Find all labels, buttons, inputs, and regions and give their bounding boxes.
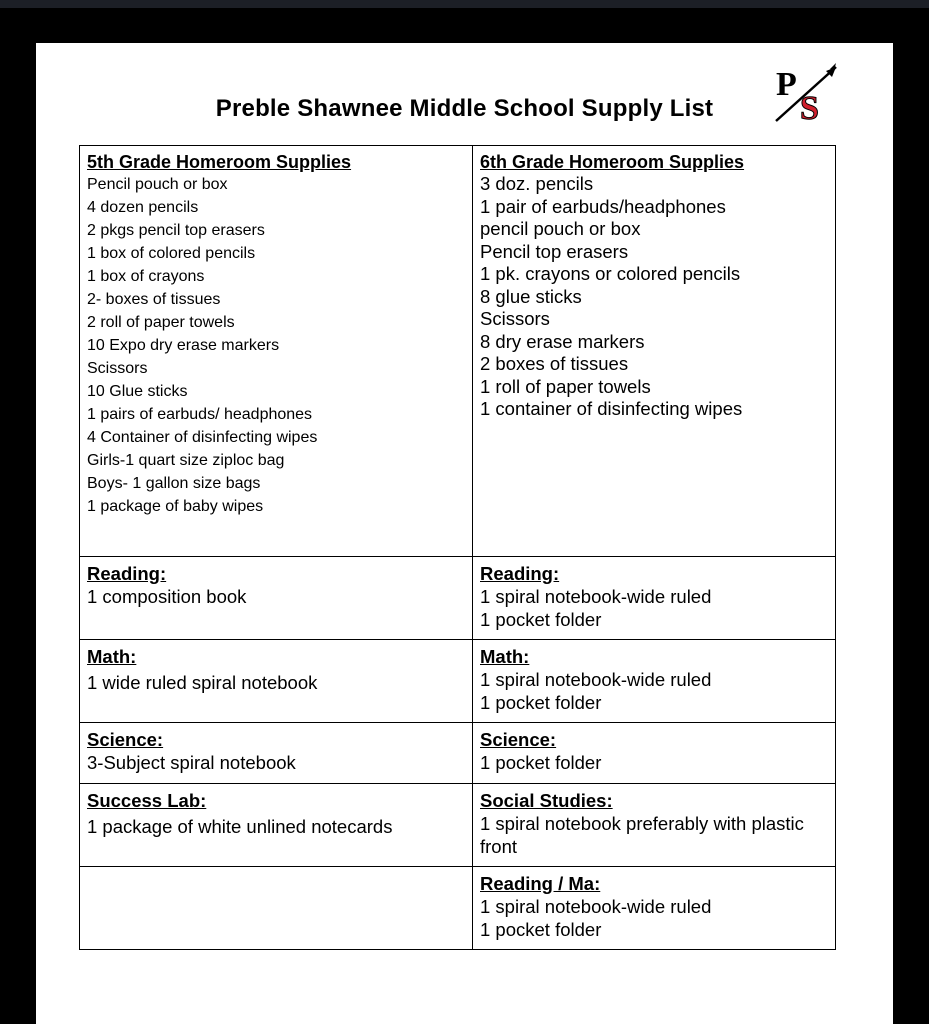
list-item: Girls-1 quart size ziploc bag bbox=[87, 452, 285, 469]
document-page bbox=[36, 43, 893, 1024]
list-item: 8 dry erase markers bbox=[480, 330, 645, 352]
grade6-reading-cell bbox=[473, 557, 836, 640]
list-item: Pencil top erasers bbox=[480, 240, 629, 262]
list-item: 1 package of baby wipes bbox=[87, 498, 264, 515]
grade5-homeroom-heading: 5th Grade Homeroom Supplies bbox=[87, 152, 352, 172]
table-row bbox=[80, 723, 836, 784]
list-item: pencil pouch or box bbox=[480, 218, 641, 239]
list-item: Scissors bbox=[480, 308, 550, 329]
table-row bbox=[80, 640, 836, 723]
grade5-math-cell bbox=[80, 640, 473, 723]
school-logo-icon bbox=[774, 61, 844, 123]
list-item: 4 Container of disinfecting wipes bbox=[87, 429, 318, 446]
grade6-homeroom-heading: 6th Grade Homeroom Supplies bbox=[480, 152, 745, 172]
list-item: 1 container of disinfecting wipes bbox=[480, 398, 743, 419]
list-item: 1 pocket folder bbox=[480, 919, 602, 940]
list-item: Pencil pouch or box bbox=[87, 176, 228, 193]
list-item: 1 spiral notebook-wide ruled bbox=[480, 586, 712, 607]
window-top-strip bbox=[0, 0, 929, 8]
list-item: 2 roll of paper towels bbox=[87, 314, 235, 331]
list-item: 1 pocket folder bbox=[480, 692, 602, 713]
grade6-reading-math-heading: Reading / Ma: bbox=[480, 873, 601, 894]
supply-table bbox=[79, 145, 836, 950]
grade5-science-heading: Science: bbox=[87, 729, 164, 750]
grade6-social-studies-cell bbox=[473, 784, 836, 867]
grade5-homeroom-cell bbox=[80, 146, 473, 557]
table-row bbox=[80, 784, 836, 867]
svg-text:P: P bbox=[776, 66, 797, 103]
svg-text:S: S bbox=[800, 90, 819, 123]
list-item: 1 pk. crayons or colored pencils bbox=[480, 263, 741, 284]
list-item: 1 box of colored pencils bbox=[87, 245, 256, 262]
table-row bbox=[80, 146, 836, 557]
table-row bbox=[80, 867, 836, 950]
grade6-reading-heading: Reading: bbox=[480, 563, 560, 584]
grade5-science-cell bbox=[80, 723, 473, 784]
grade6-math-heading: Math: bbox=[480, 646, 530, 667]
grade6-reading-math-cell bbox=[473, 867, 836, 950]
list-item: 1 spiral notebook-wide ruled bbox=[480, 896, 712, 917]
list-item: 1 roll of paper towels bbox=[480, 375, 651, 397]
list-item: 1 package of white unlined notecards bbox=[87, 816, 393, 837]
list-item: 10 Glue sticks bbox=[87, 383, 188, 400]
list-item: 1 box of crayons bbox=[87, 268, 205, 285]
grade6-social-studies-heading: Social Studies: bbox=[480, 790, 613, 811]
list-item: 1 spiral notebook preferably with plastic front bbox=[480, 813, 804, 857]
table-row bbox=[80, 557, 836, 640]
grade5-reading-heading: Reading: bbox=[87, 563, 167, 584]
list-item: 2 pkgs pencil top erasers bbox=[87, 222, 265, 239]
list-item: 3-Subject spiral notebook bbox=[87, 752, 296, 773]
list-item: 10 Expo dry erase markers bbox=[87, 337, 280, 354]
empty-cell bbox=[80, 867, 473, 950]
list-item: 1 composition book bbox=[87, 586, 247, 607]
list-item: 1 pocket folder bbox=[480, 609, 602, 630]
list-item: 4 dozen pencils bbox=[87, 199, 199, 216]
grade5-success-lab-cell bbox=[80, 784, 473, 867]
grade5-success-lab-heading: Success Lab: bbox=[87, 790, 207, 811]
list-item: 1 wide ruled spiral notebook bbox=[87, 672, 318, 693]
list-item: 3 doz. pencils bbox=[480, 173, 594, 194]
list-item: 2- boxes of tissues bbox=[87, 291, 221, 308]
list-item: 2 boxes of tissues bbox=[480, 353, 629, 374]
list-item: 1 pairs of earbuds/ headphones bbox=[87, 406, 313, 423]
list-item: 1 pocket folder bbox=[480, 752, 602, 773]
list-item: 1 pair of earbuds/headphones bbox=[480, 195, 726, 217]
grade6-homeroom-cell bbox=[473, 146, 836, 557]
grade5-math-heading: Math: bbox=[87, 646, 137, 667]
list-item: 8 glue sticks bbox=[480, 285, 582, 307]
grade6-science-cell bbox=[473, 723, 836, 784]
grade6-science-heading: Science: bbox=[480, 729, 557, 750]
list-item: 1 spiral notebook-wide ruled bbox=[480, 669, 712, 690]
list-item: Boys- 1 gallon size bags bbox=[87, 475, 261, 492]
list-item: Scissors bbox=[87, 360, 148, 377]
grade5-reading-cell bbox=[80, 557, 473, 640]
page-title: Preble Shawnee Middle School Supply List bbox=[215, 95, 714, 122]
grade6-math-cell bbox=[473, 640, 836, 723]
